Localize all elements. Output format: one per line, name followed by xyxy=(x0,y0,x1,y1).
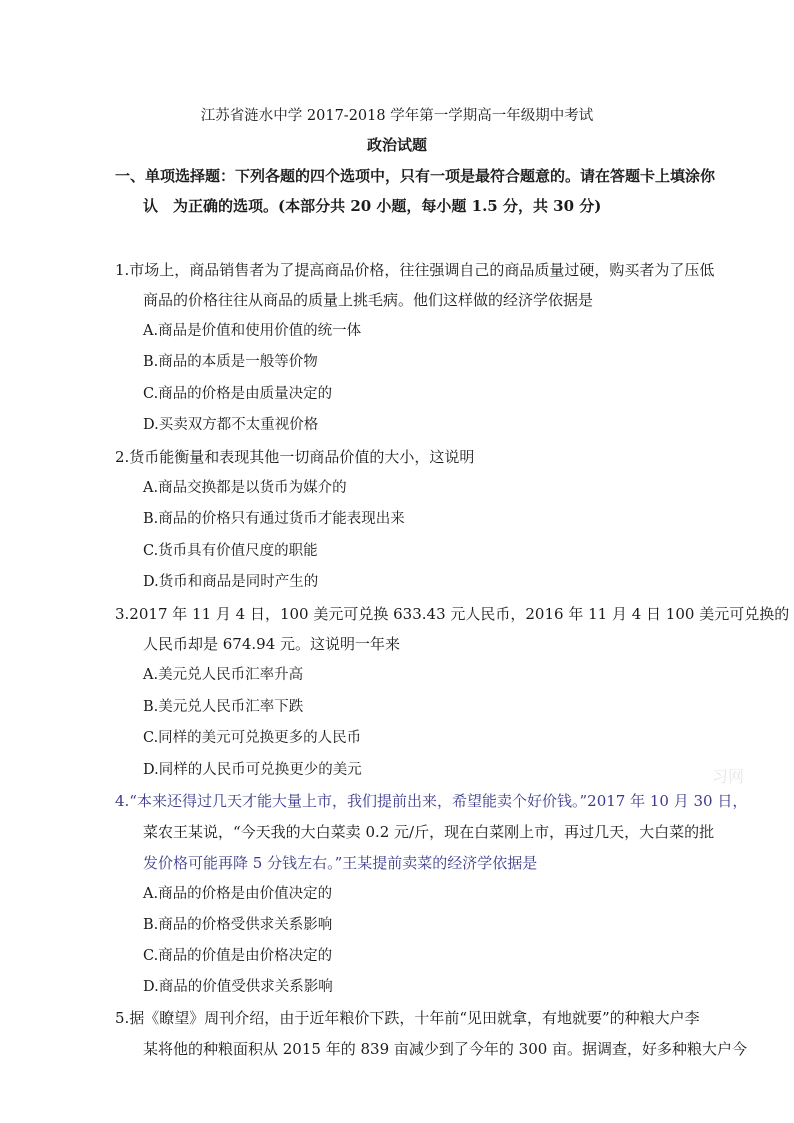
q1-stem-line-2: 商品的价格往往从商品的质量上挑毛病。他们这样做的经济学依据是 xyxy=(143,291,594,309)
q4-option-c: C.商品的价值是由价格决定的 xyxy=(143,948,333,964)
q3-option-b: B.美元兑人民币汇率下跌 xyxy=(143,699,304,715)
q1-stem-line-1: 1.市场上，商品销售者为了提高商品价格，往往强调自己的商品质量过硬，购买者为了压低 xyxy=(115,261,715,279)
q1-option-c: C.商品的价格是由质量决定的 xyxy=(143,386,333,402)
q4-stem-line-3: 发价格可能再降 5 分钱左右。”王某提前卖菜的经济学依据是 xyxy=(143,854,538,872)
section-instruction-line-2: 认 为正确的选项。(本部分共 20 小题，每小题 1.5 分，共 30 分) xyxy=(143,197,602,215)
q1-option-a: A.商品是价值和使用价值的统一体 xyxy=(143,323,362,339)
watermark: 习网 xyxy=(712,767,745,786)
q4-stem-line-2: 菜农王某说，“今天我的大白菜卖 0.2 元/斤，现在白菜刚上市，再过几天，大白菜的批 xyxy=(143,823,715,841)
q2-option-a: A.商品交换都是以货币为媒介的 xyxy=(143,480,347,496)
q4-option-d: D.商品的价值受供求关系影响 xyxy=(143,979,333,995)
q3-option-c: C.同样的美元可兑换更多的人民币 xyxy=(143,730,362,746)
q3-option-d: D.同样的人民币可兑换更少的美元 xyxy=(143,762,362,778)
q4-option-a: A.商品的价格是由价值决定的 xyxy=(143,886,333,902)
q2-stem-line-1: 2.货币能衡量和表现其他一切商品价值的大小，这说明 xyxy=(115,448,475,466)
q2-option-b: B.商品的价格只有通过货币才能表现出来 xyxy=(143,511,405,527)
q1-option-d: D.买卖双方都不太重视价格 xyxy=(143,417,319,433)
q3-stem-line-2: 人民币却是 674.94 元。这说明一年来 xyxy=(143,635,401,653)
q1-option-b: B.商品的本质是一般等价物 xyxy=(143,354,318,370)
q4-option-b: B.商品的价格受供求关系影响 xyxy=(143,917,333,933)
section-instruction-line-1: 一、单项选择题：下列各题的四个选项中，只有一项是最符合题意的。请在答题卡上填涂你 xyxy=(115,167,716,185)
q5-stem-line-2: 某将他的种粮面积从 2015 年的 839 亩减少到了今年的 300 亩。据调查，好多种粮大户今 xyxy=(143,1040,748,1058)
q3-option-a: A.美元兑人民币汇率升高 xyxy=(143,667,304,683)
q2-option-d: D.货币和商品是同时产生的 xyxy=(143,574,319,590)
exam-subtitle: 政治试题 xyxy=(366,136,427,154)
q2-option-c: C.货币具有价值尺度的职能 xyxy=(143,543,318,559)
q5-stem-line-1: 5.据《瞭望》周刊介绍，由于近年粮价下跌，十年前“见田就拿，有地就要”的种粮大户李 xyxy=(115,1009,700,1027)
q4-stem-line-1: 4.“本来还得过几天才能大量上市，我们提前出来，希望能卖个好价钱。”2017 年 10 月 30 日， xyxy=(115,792,748,810)
q3-stem-line-1: 3.2017 年 11 月 4 日，100 美元可兑换 633.43 元人民币，2016 年 11 月 4 日 100 美元可兑换的 xyxy=(115,605,790,623)
exam-title: 江苏省涟水中学 2017-2018 学年第一学期高一年级期中考试 xyxy=(200,108,594,124)
